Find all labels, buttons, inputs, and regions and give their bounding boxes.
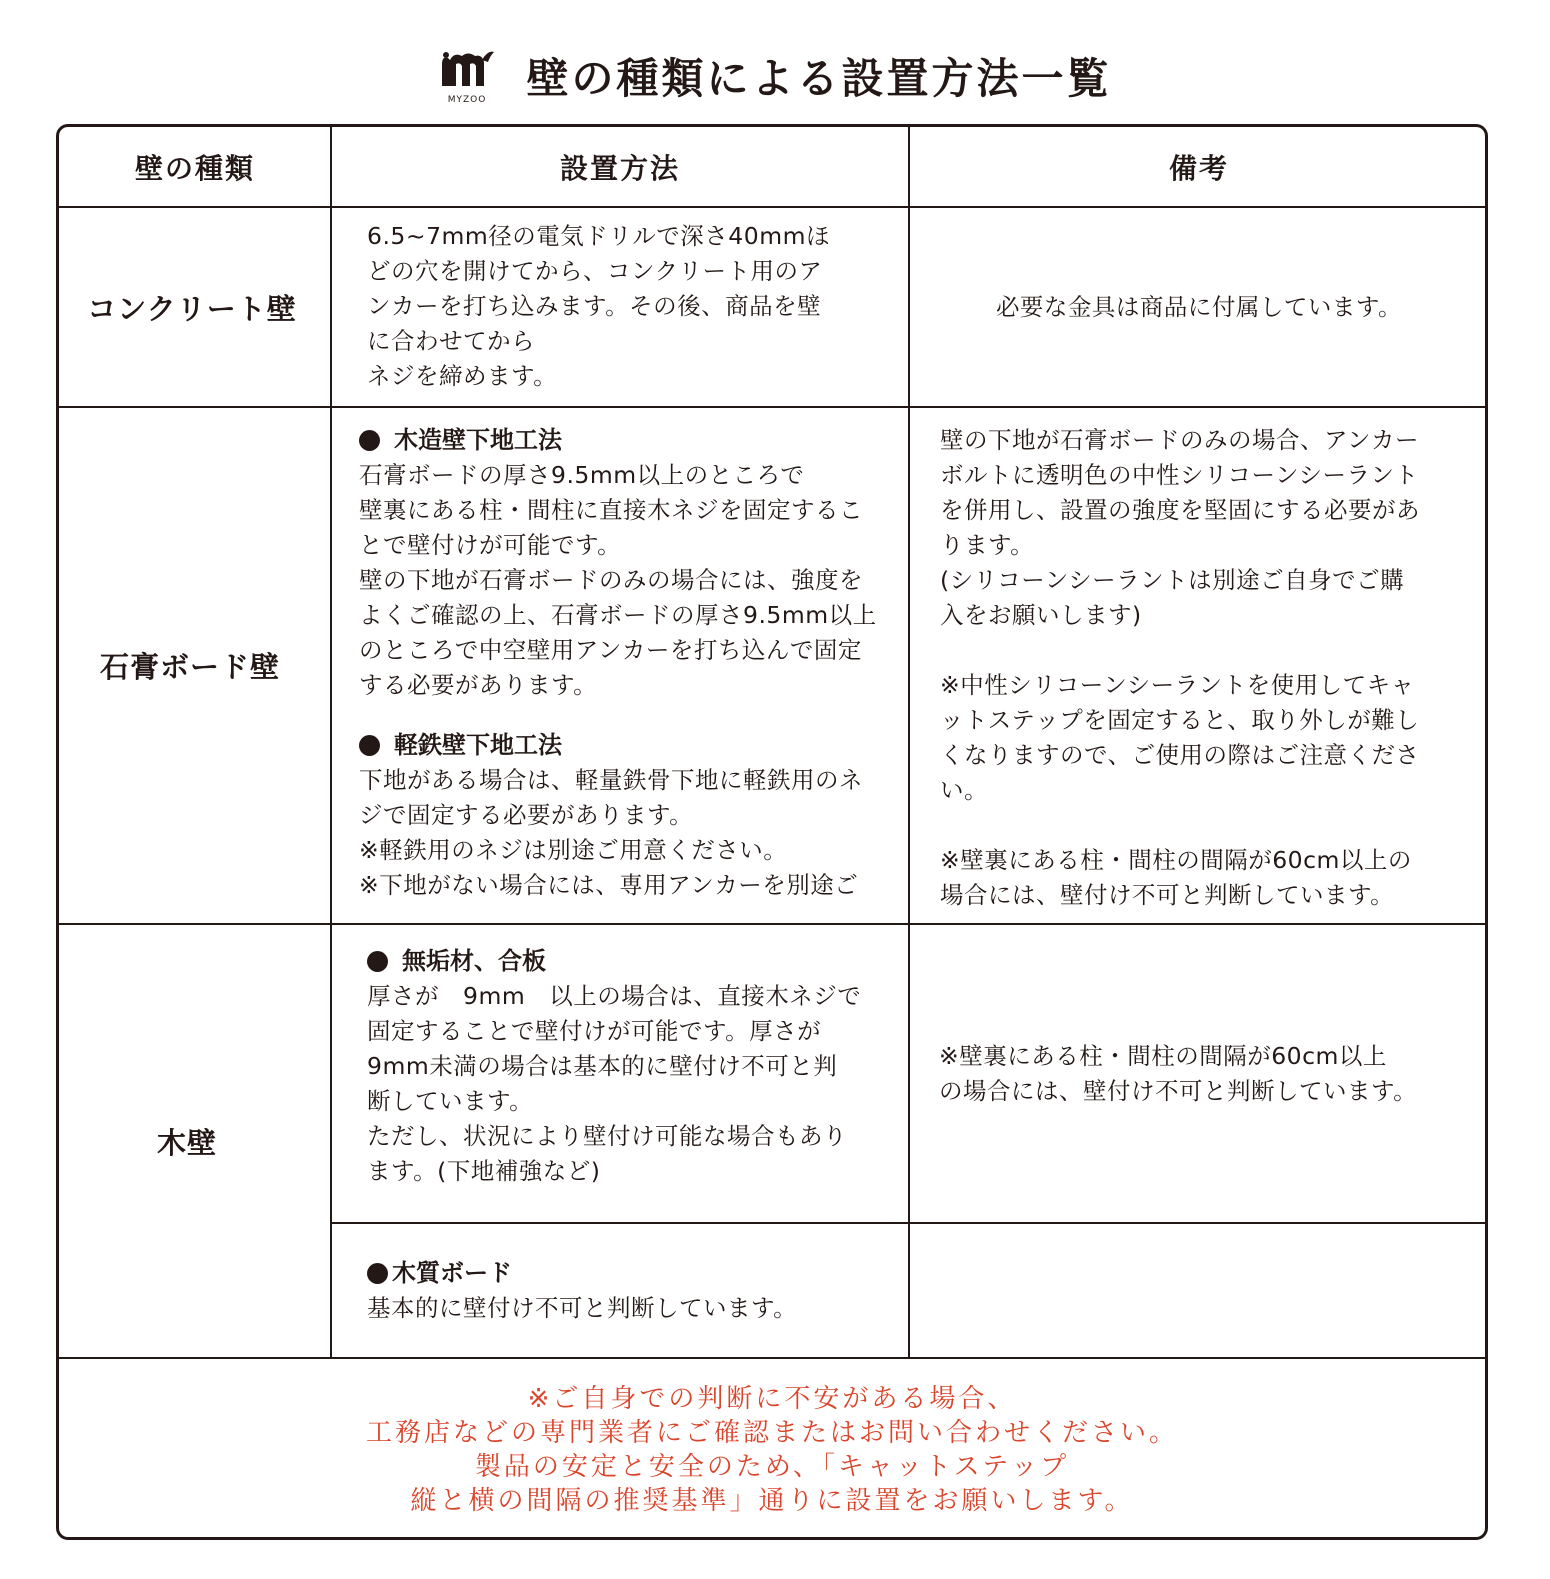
- wall-wood: 木壁: [156, 1125, 217, 1160]
- note-gypsum-2: ※中性シリコーンシーラントを使用してキャ ットステップを固定すると、取り外しが難し くなりますので、ご使用の際はご注意くださ い。: [940, 671, 1420, 804]
- method-wood-board: [367, 1224, 903, 1357]
- note-concrete: 必要な金具は商品に付属しています。: [995, 292, 1403, 321]
- bullet-icon: [359, 735, 380, 756]
- method-wood-title-1: 無垢材、合板: [402, 947, 546, 975]
- notice-line: 工務店などの専門業者にご確認またはお問い合わせください。: [365, 1418, 1178, 1448]
- wall-gypsum: 石膏ボード壁: [99, 650, 280, 684]
- method-concrete: 6.5~7mm径の電気ドリルで深さ40mmほ どの穴を開けてから、コンクリート用のア ンカーを打ち込みます。その後、商品を壁 に合わせてから ネジを締めます。: [367, 222, 830, 390]
- section-title: [359, 728, 904, 763]
- wall-concrete: コンクリート壁: [87, 291, 297, 326]
- method-gypsum-text-1: 石膏ボードの厚さ9.5mm以上のところで 壁裏にある柱・間柱に直接木ネジを固定するこ とで壁付けが可能です。 壁の下地が石膏ボードのみの場合には、強度を よくご確認の上、石膏ボードの厚さ9.5mm以上 のところで中空壁用アンカーを打ち込んで固定 する必要があります。: [359, 461, 877, 699]
- method-wood-text-2: 基本的に壁付け不可と判断しています。: [367, 1293, 798, 1322]
- page-header: [0, 40, 1550, 112]
- header-notes: 備考: [1168, 151, 1229, 185]
- method-gypsum-title-2: 軽鉄壁下地工法: [394, 731, 562, 759]
- section-title: [367, 944, 903, 979]
- note-gypsum: [940, 423, 1485, 913]
- method-gypsum-text-2: 下地がある場合は、軽量鉄骨下地に軽鉄用のネ ジで固定する必要があります。 ※軽鉄用のネジは別途ご用意ください。 ※下地がない場合には、専用アンカーを別途ご: [359, 766, 863, 899]
- svg-text:MYZOO: MYZOO: [448, 95, 487, 105]
- divider: [59, 1357, 1485, 1359]
- caution-notice: [59, 1360, 1485, 1540]
- section-title: [367, 1256, 903, 1291]
- page-title: 壁の種類による設置方法一覧: [526, 54, 1112, 103]
- method-wood-title-2: 木質ボード: [392, 1258, 512, 1287]
- notice-line: ※ご自身での判断に不安がある場合、: [527, 1384, 1017, 1414]
- notice-line: 縦と横の間隔の推奨基準」通りに設置をお願いします。: [410, 1486, 1134, 1516]
- myzoo-logo-icon: [438, 46, 496, 106]
- note-wood: ※壁裏にある柱・間柱の間隔が60cm以上 の場合には、壁付け不可と判断しています。: [939, 1041, 1418, 1105]
- section-title: [359, 423, 904, 458]
- header-wall-type: 壁の種類: [134, 151, 255, 185]
- header-install-method: 設置方法: [559, 151, 680, 185]
- notice-line: 製品の安定と安全のため、「キャットステップ: [474, 1452, 1070, 1482]
- method-gypsum: [359, 423, 904, 913]
- method-wood-solid: [367, 944, 903, 1214]
- wall-install-table: [56, 124, 1488, 1540]
- bullet-icon: [359, 430, 380, 451]
- bullet-icon: [367, 1263, 388, 1284]
- note-gypsum-1: 壁の下地が石膏ボードのみの場合、アンカー ボルトに透明色の中性シリコーンシーラント を併用し、設置の強度を堅固にする必要があ ります。 (シリコーンシーラントは別途ご自身でご購 入をお願いします): [940, 426, 1420, 629]
- bullet-icon: [367, 951, 388, 972]
- method-gypsum-title-1: 木造壁下地工法: [394, 426, 562, 454]
- note-wood-board: [910, 1224, 1488, 1357]
- note-gypsum-3: ※壁裏にある柱・間柱の間隔が60cm以上の 場合には、壁付け不可と判断しています。: [940, 846, 1412, 909]
- method-wood-text-1: 厚さが 9mm 以上の場合は、直接木ネジで 固定することで壁付けが可能です。厚さが 9mm未満の場合は基本的に壁付け不可と判 断しています。 ただし、状況により壁付け可能な場合もあり ます。(下地補強など): [367, 982, 862, 1185]
